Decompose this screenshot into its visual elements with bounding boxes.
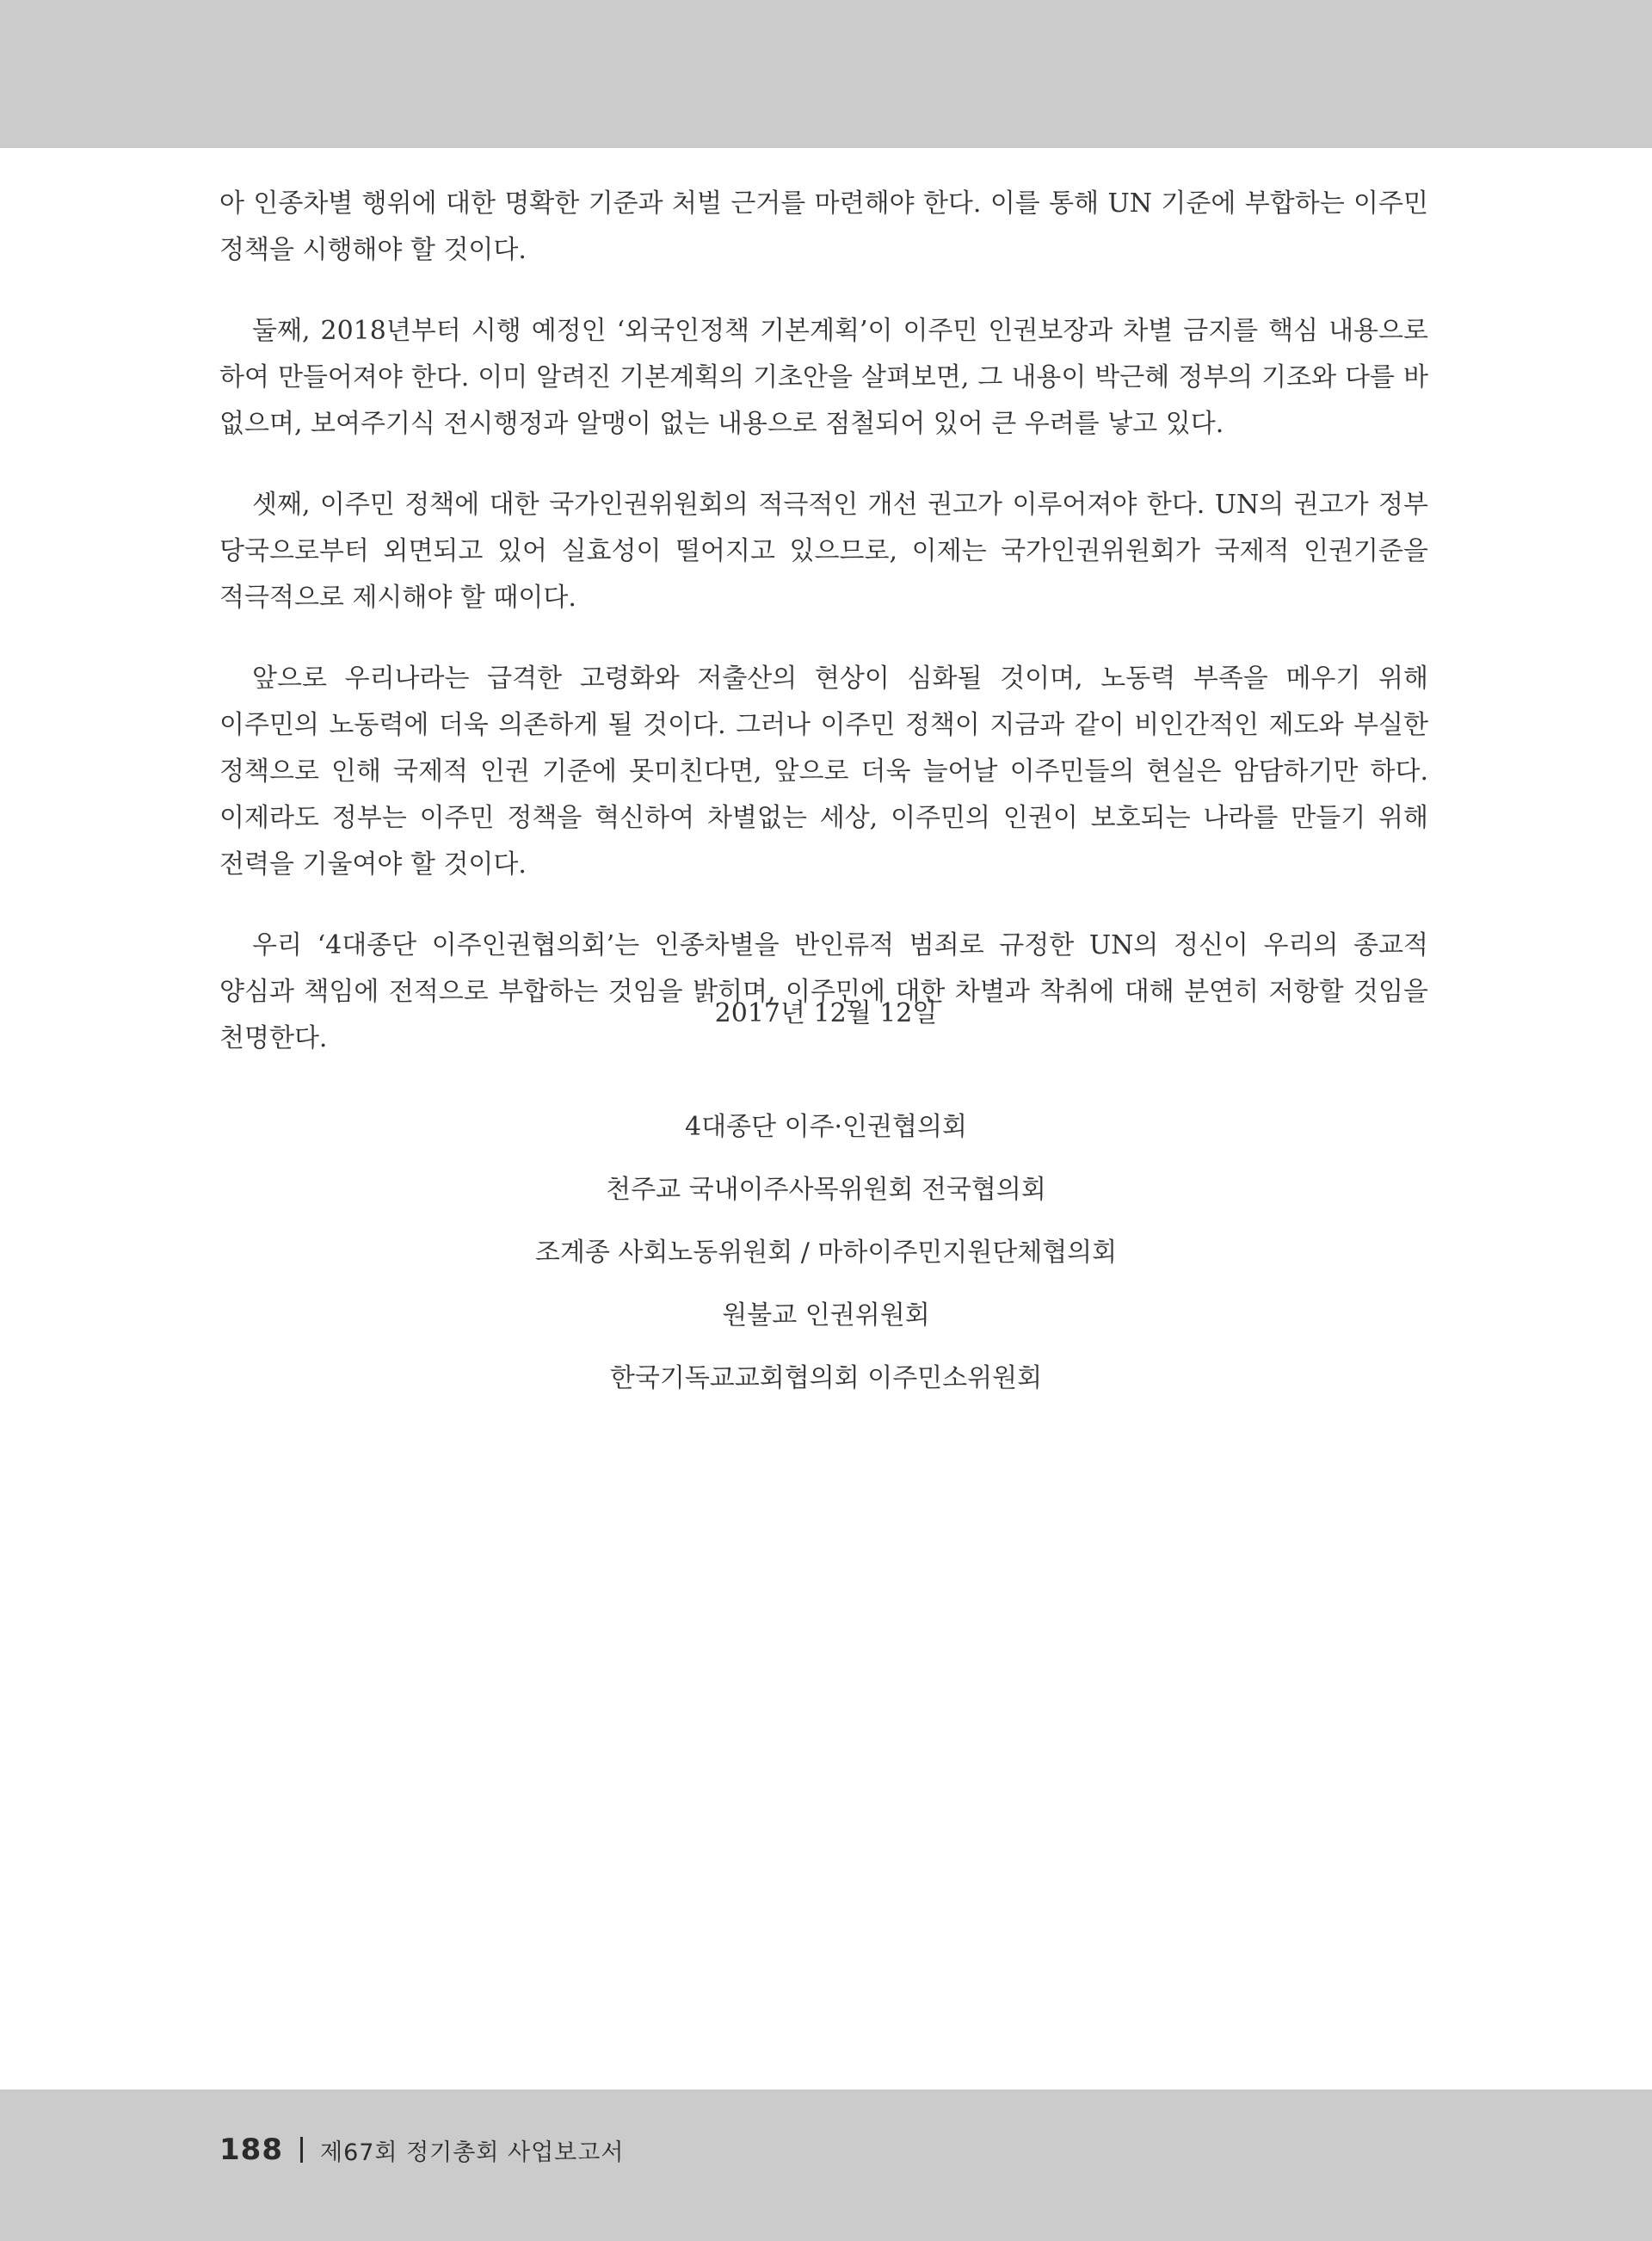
footer-divider	[300, 2137, 303, 2163]
paragraph-outlook: 앞으로 우리나라는 급격한 고령화와 저출산의 현상이 심화될 것이며, 노동력 부족을 메우기 위해 이주민의 노동력에 더욱 의존하게 될 것이다. 그러나 이주민 정책이 지금과 같이 비인간적인 제도와 부실한 정책으로 인해 국제적 인권 기준에 못미친다면, 앞으로 더욱 늘어날 이주민들의 현실은 암담하기만 하다. 이제라도 정부는 이주민 정책을 혁신하여 차별없는 세상, 이주민의 인권이 보호되는 나라를 만들기 위해 전력을 기울여야 할 것이다.	[219, 664, 1428, 880]
paragraph-declaration: 우리 ‘4대종단 이주인권협의회’는 인종차별을 반인류적 범죄로 규정한 UN의 정신이 우리의 종교적 양심과 책임에 전적으로 부합하는 것임을 밝히며, 이주민에 대한 차별과 착취에 대해 분연히 저항할 것임을 천명한다.	[219, 930, 1428, 1053]
paragraph-third-point: 셋째, 이주민 정책에 대한 국가인권위원회의 적극적인 개선 권고가 이루어져야 한다. UN의 권고가 정부 당국으로부터 외면되고 있어 실효성이 떨어지고 있으므로, 이제는 국가인권위원회가 국제적 인권기준을 적극적으로 제시해야 할 때이다.	[219, 490, 1428, 613]
signatory-jogye: 조계종 사회노동위원회 / 마하이주민지원단체협의회	[534, 1238, 1118, 1268]
signatory-council: 4대종단 이주·인권협의회	[685, 1112, 967, 1142]
signatory-won-buddhism: 원불교 인권위원회	[722, 1300, 930, 1330]
paragraph-continuation: 아 인종차별 행위에 대한 명확한 기준과 처벌 근거를 마련해야 한다. 이를 통해 UN 기준에 부합하는 이주민 정책을 시행해야 할 것이다.	[219, 188, 1428, 265]
report-title: 제67회 정기총회 사업보고서	[319, 2139, 625, 2166]
paragraph-second-point: 둘째, 2018년부터 시행 예정인 ‘외국인정책 기본계획’이 이주민 인권보장과 차별 금지를 핵심 내용으로 하여 만들어져야 한다. 이미 알려진 기본계획의 기초안을 살펴보면, 그 내용이 박근혜 정부의 기조와 다를 바 없으며, 보여주기식 전시행정과 알맹이 없는 내용으로 점철되어 있어 큰 우려를 낳고 있다.	[219, 316, 1428, 439]
signatory-list	[0, 1110, 1652, 1424]
statement-body	[219, 181, 1428, 1096]
page-number: 188	[219, 2133, 283, 2167]
signatory-catholic: 천주교 국내이주사목위원회 전국협의회	[606, 1175, 1046, 1205]
page-footer	[219, 2124, 624, 2176]
statement-date: 2017년 12월 12일	[714, 998, 938, 1028]
signatory-ncck: 한국기독교교회협의회 이주민소위원회	[609, 1363, 1043, 1393]
header-band	[0, 0, 1652, 148]
